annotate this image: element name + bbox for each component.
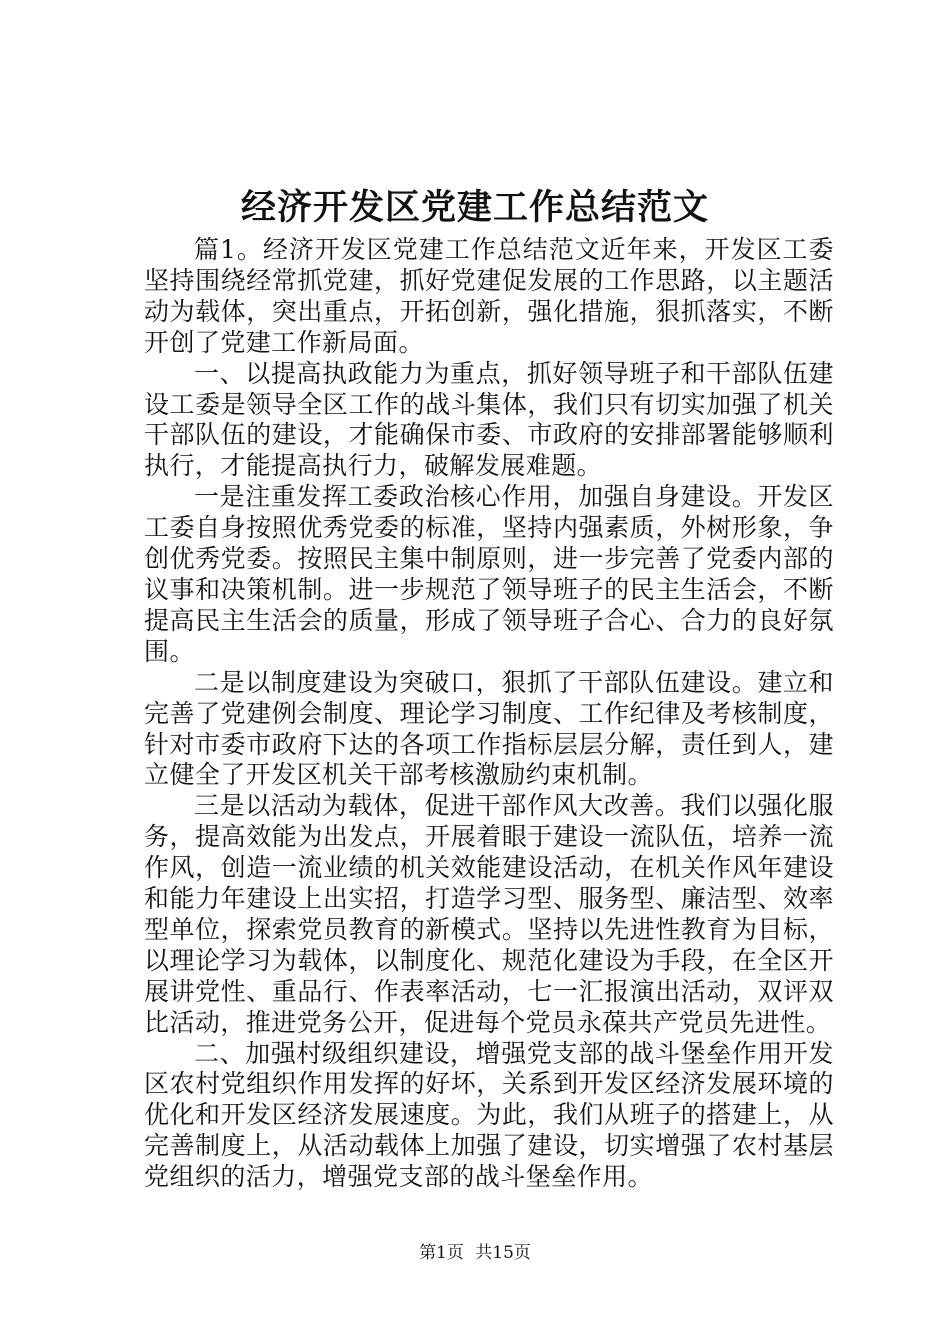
paragraph: 二、加强村级组织建设，增强党支部的战斗堡垒作用开发区农村党组织作用发挥的好坏，关系到开发区经济发展环境的优化和开发区经济发展速度。为此，我们从班子的搭建上，从完善制度上，从活动载体上加强了建设，切实增强了农村基层党组织的活力，增强党支部的战斗堡垒作用。 <box>144 1038 834 1192</box>
paragraph: 三是以活动为载体，促进干部作风大改善。我们以强化服务，提高效能为出发点，开展着眼于建设一流队伍，培养一流作风，创造一流业绩的机关效能建设活动，在机关作风年建设和能力年建设上出实招，打造学习型、服务型、廉洁型、效率型单位，探索党员教育的新模式。坚持以先进性教育为目标，以理论学习为载体，以制度化、规范化建设为手段，在全区开展讲党性、重品行、作表率活动，七一汇报演出活动，双评双比活动，推进党务公开，促进每个党员永葆共产党员先进性。 <box>144 791 834 1037</box>
document-body <box>144 235 834 1193</box>
page-number: 第1页 <box>419 1243 464 1263</box>
paragraph: 二是以制度建设为突破口，狠抓了干部队伍建设。建立和完善了党建例会制度、理论学习制度、工作纪律及考核制度，针对市委市政府下达的各项工作指标层层分解，责任到人，建立健全了开发区机关干部考核激励约束机制。 <box>144 667 834 790</box>
document-title: 经济开发区党建工作总结范文 <box>240 187 709 228</box>
page-footer <box>0 1241 950 1265</box>
paragraph: 一是注重发挥工委政治核心作用，加强自身建设。开发区工委自身按照优秀党委的标准，坚持内强素质，外树形象，争创优秀党委。按照民主集中制原则，进一步完善了党委内部的议事和决策机制。进一步规范了领导班子的民主生活会，不断提高民主生活会的质量，形成了领导班子合心、合力的良好氛围。 <box>144 482 834 666</box>
paragraph: 一、以提高执政能力为重点，抓好领导班子和干部队伍建设工委是领导全区工作的战斗集体，我们只有切实加强了机关干部队伍的建设，才能确保市委、市政府的安排部署能够顺利执行，才能提高执行力，破解发展难题。 <box>144 358 834 481</box>
page-total: 共15页 <box>475 1243 531 1263</box>
paragraph: 篇1。经济开发区党建工作总结范文近年来，开发区工委坚持围绕经常抓党建，抓好党建促发展的工作思路，以主题活动为载体，突出重点，开拓创新，强化措施，狠抓落实，不断开创了党建工作新局面。 <box>144 235 834 357</box>
